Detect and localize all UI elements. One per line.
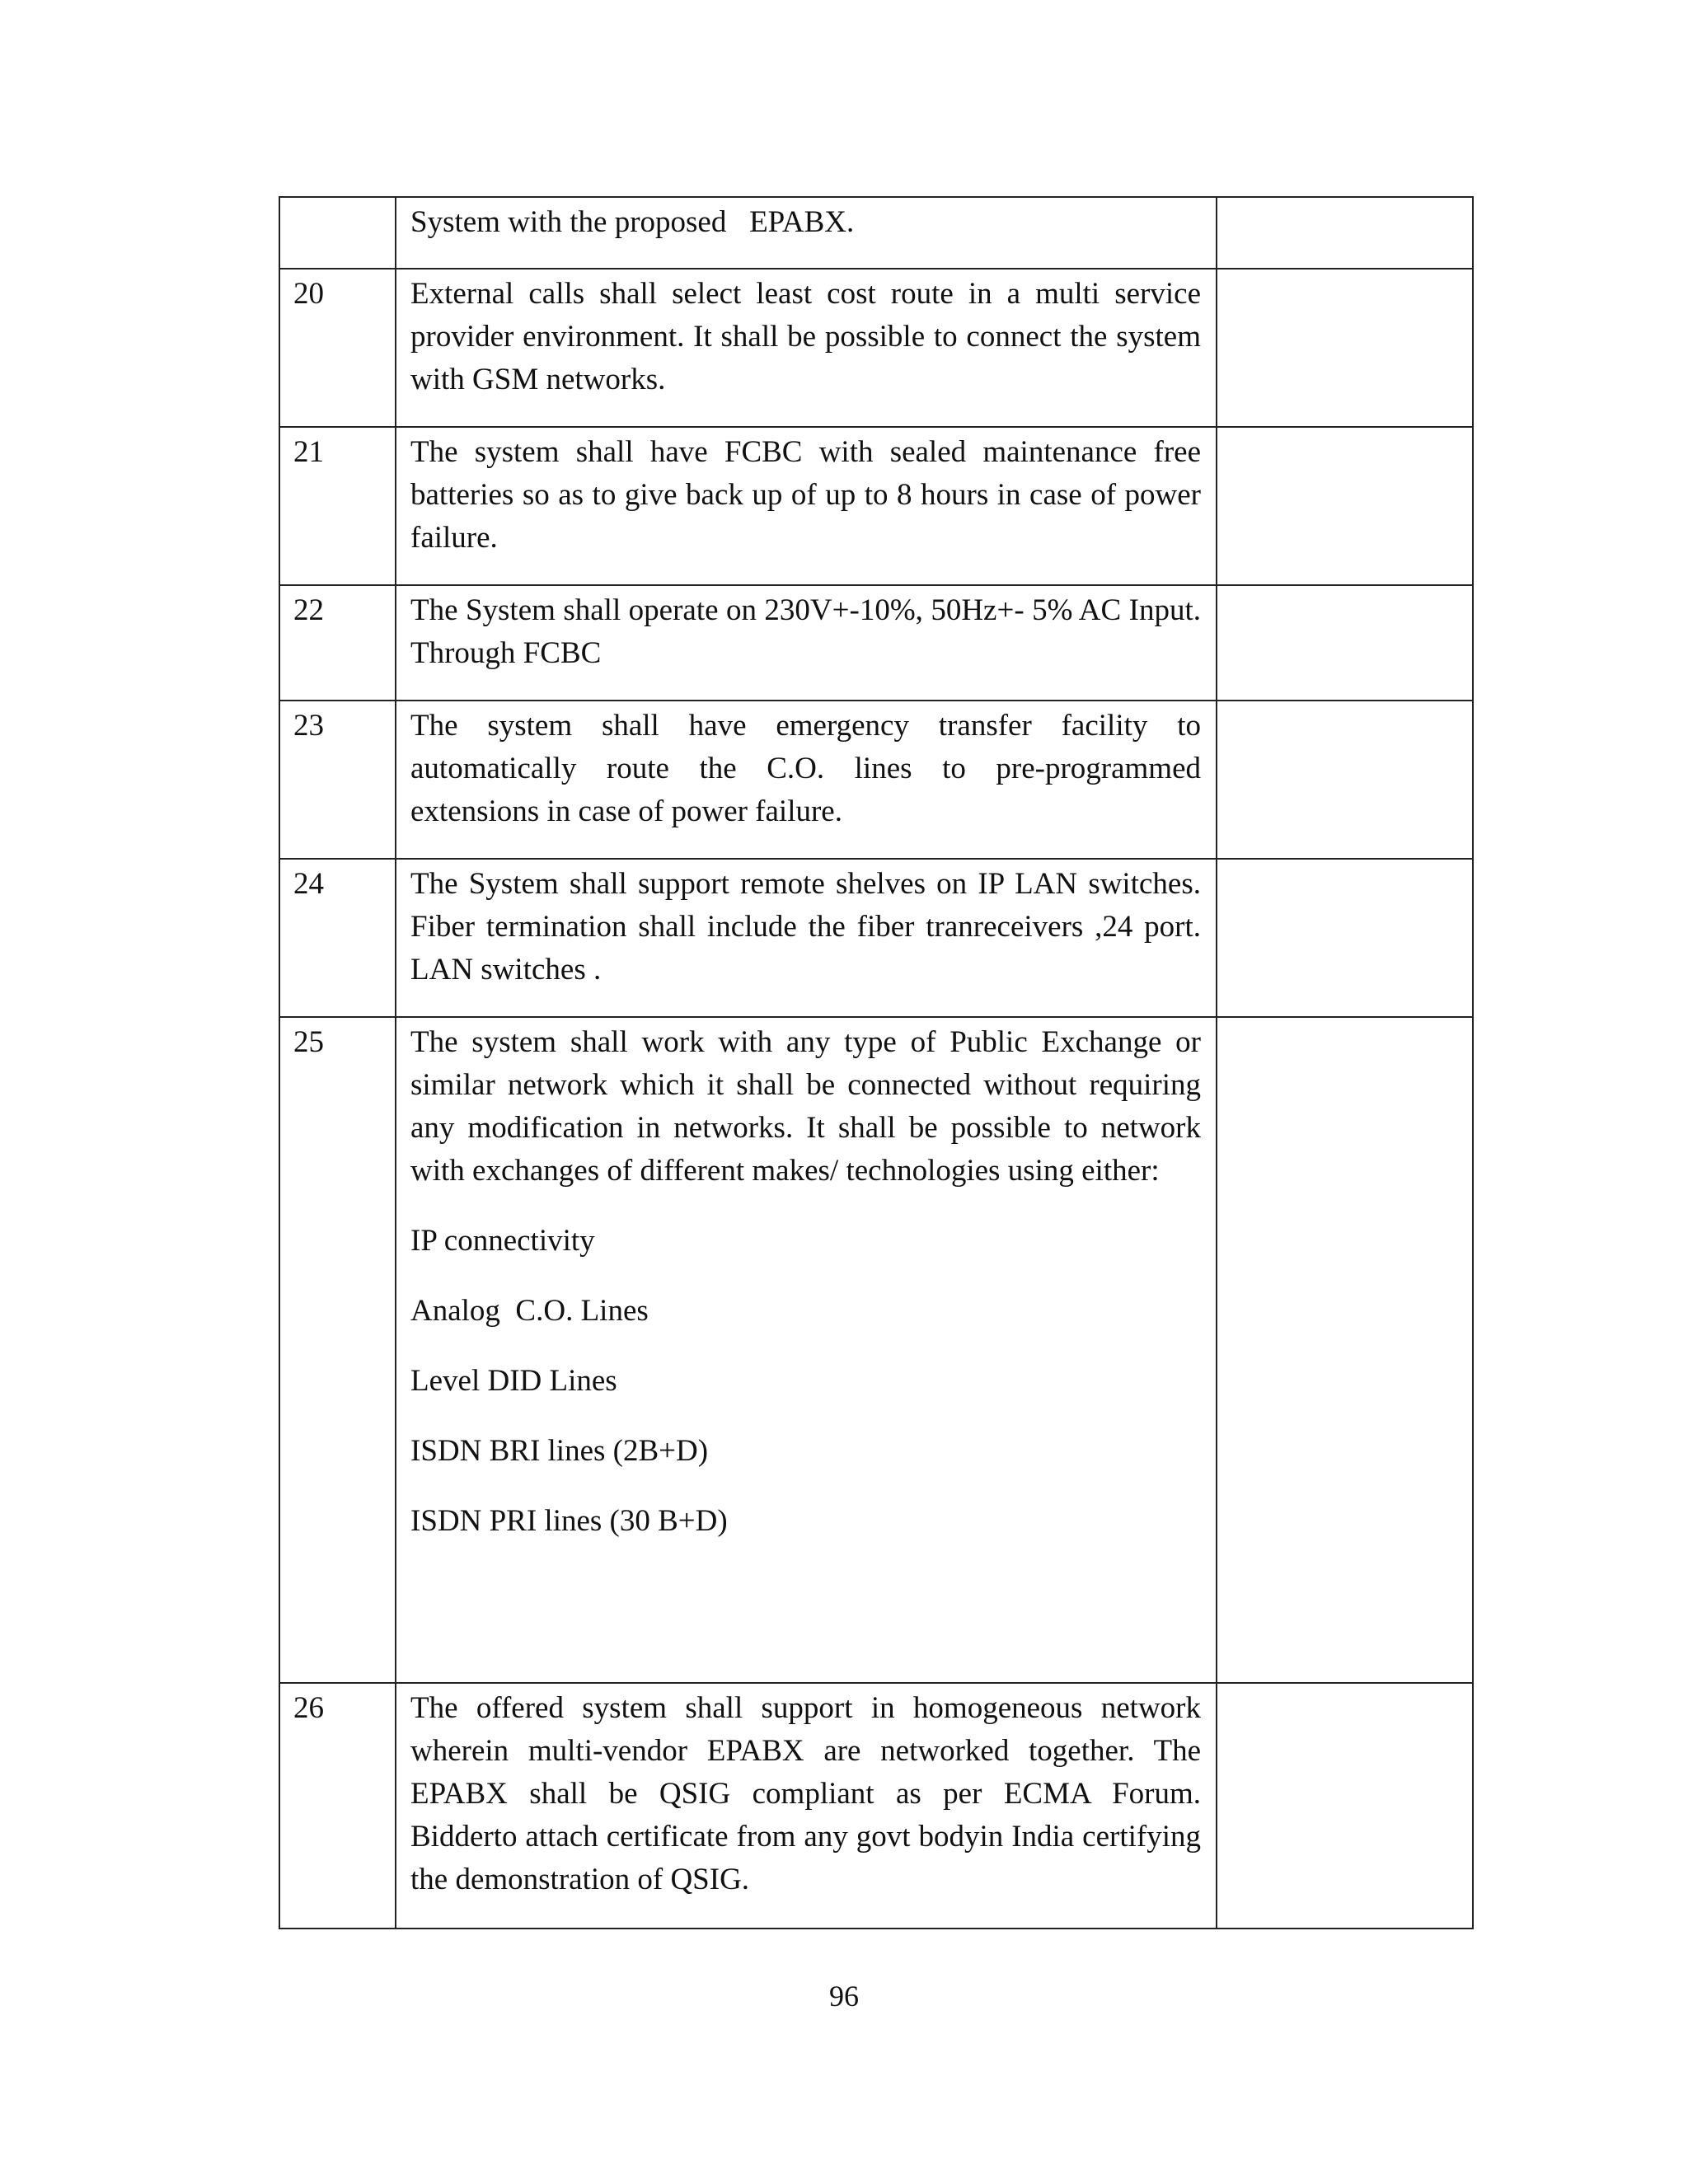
row-number: 23 xyxy=(279,701,396,859)
remarks-cell xyxy=(1217,197,1473,269)
description-text: The System shall support remote shelves on IP LAN switches. Fiber termination shall include the fiber tranreceivers ,24 port. LAN switches . xyxy=(410,867,1201,987)
row-number: 25 xyxy=(279,1017,396,1683)
network-option: IP connectivity xyxy=(410,1224,595,1258)
specification-table xyxy=(279,196,1474,1929)
page-number: 96 xyxy=(829,1980,859,2013)
network-option: Analog C.O. Lines xyxy=(410,1294,649,1328)
row-description xyxy=(396,269,1217,427)
description-text: The system shall have FCBC with sealed maintenance free batteries so as to give back up of up to 8 hours in case of power failure. xyxy=(410,435,1201,555)
row-number: 21 xyxy=(279,427,396,585)
row-description xyxy=(396,197,1217,269)
remarks-cell xyxy=(1217,701,1473,859)
row-description xyxy=(396,427,1217,585)
table-row xyxy=(279,427,1473,585)
description-text: External calls shall select least cost route in a multi service provider environment. It shall be possible to connect the system with GSM networks. xyxy=(410,277,1201,396)
row-description xyxy=(396,585,1217,701)
description-text: System with the proposed EPABX. xyxy=(410,205,855,239)
table-row xyxy=(279,269,1473,427)
remarks-cell xyxy=(1217,859,1473,1017)
network-option: ISDN PRI lines (30 B+D) xyxy=(410,1504,728,1538)
table-row xyxy=(279,197,1473,269)
row-description xyxy=(396,1683,1217,1929)
remarks-cell xyxy=(1217,269,1473,427)
table-row xyxy=(279,585,1473,701)
table-row xyxy=(279,859,1473,1017)
remarks-cell xyxy=(1217,585,1473,701)
row-description xyxy=(396,859,1217,1017)
network-option: Level DID Lines xyxy=(410,1364,617,1398)
description-text: The offered system shall support in homogeneous network wherein multi-vendor EPABX are networked together. The EPABX shall be QSIG compliant as per ECMA Forum. Bidderto attach certificate from any govt bodyin India certifying the demonstration of QSIG. xyxy=(410,1691,1201,1896)
remarks-cell xyxy=(1217,1017,1473,1683)
row-number: 22 xyxy=(279,585,396,701)
row-number: 24 xyxy=(279,859,396,1017)
row-description xyxy=(396,1017,1217,1683)
table-row xyxy=(279,701,1473,859)
network-option: ISDN BRI lines (2B+D) xyxy=(410,1434,709,1468)
description-text: The system shall work with any type of Public Exchange or similar network which it shall be connected without requiring any modification in networks. It shall be possible to network with exchanges of different makes/ technologies using either: xyxy=(410,1025,1201,1188)
description-text: The system shall have emergency transfer facility to automatically route the C.O. lines to pre-programmed extensions in case of power failure. xyxy=(410,709,1201,828)
row-number: 26 xyxy=(279,1683,396,1929)
table-row xyxy=(279,1017,1473,1683)
row-number: 20 xyxy=(279,269,396,427)
description-text: The System shall operate on 230V+-10%, 50Hz+- 5% AC Input. Through FCBC xyxy=(410,593,1201,670)
row-description xyxy=(396,701,1217,859)
row-number xyxy=(279,197,396,269)
remarks-cell xyxy=(1217,1683,1473,1929)
remarks-cell xyxy=(1217,427,1473,585)
table-row xyxy=(279,1683,1473,1929)
